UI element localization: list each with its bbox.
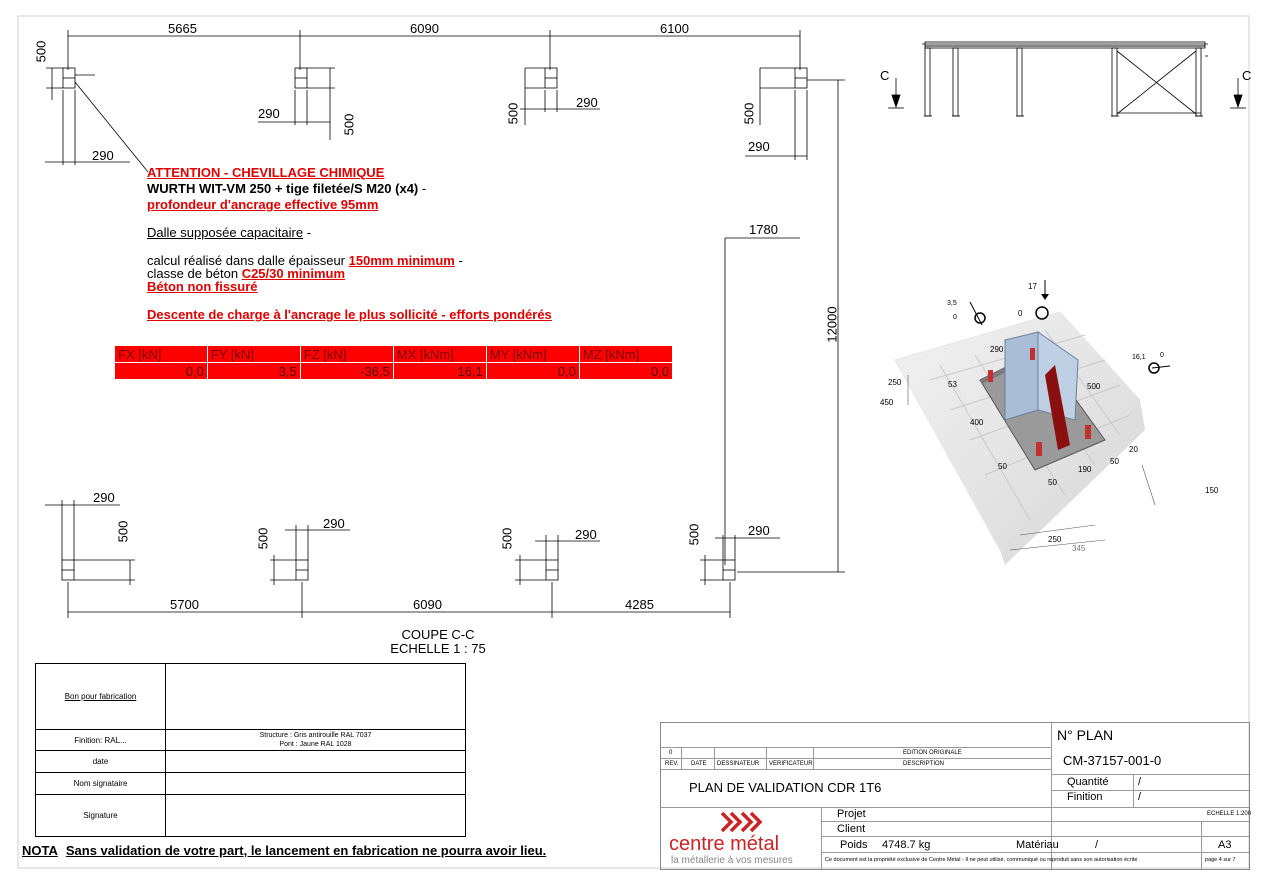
validation-row: [36, 773, 466, 795]
iso-label: 250: [888, 378, 902, 387]
section-title: [358, 628, 518, 656]
loads-header-row: [115, 346, 673, 363]
dim-plate-width: 290: [323, 516, 345, 531]
dim-plate-width: 290: [93, 490, 115, 505]
iso-anchor-view: [870, 270, 1230, 570]
dim-bottom-3: 4285: [625, 597, 654, 612]
dim-plate-width: 290: [258, 106, 280, 121]
note-attention: ATTENTION - CHEVILLAGE CHIMIQUE: [147, 165, 385, 180]
loads-header: MY [kNm]: [486, 346, 579, 363]
dim-plate-width: 290: [748, 139, 770, 154]
note-profondeur: profondeur d'ancrage effective 95mm: [147, 197, 379, 212]
rev-header: VERIFICATEUR: [769, 761, 813, 767]
iso-label: 50: [1110, 457, 1119, 466]
quantite-label: Quantité: [1067, 776, 1109, 788]
dim-plate-height: 500: [33, 40, 49, 63]
validation-value[interactable]: [166, 664, 466, 730]
iso-label: 0: [1160, 352, 1164, 359]
validation-label: Finition: RAL...: [36, 730, 166, 751]
note-beton: Béton non fissuré: [147, 279, 258, 294]
echelle: ECHELLE 1:200: [1207, 811, 1252, 817]
projet-label: Projet: [837, 808, 866, 820]
loads-table: [114, 345, 673, 380]
iso-label: 500: [1087, 382, 1101, 391]
dim-plate-height: 500: [741, 102, 757, 125]
loads-value-row: [115, 363, 673, 380]
loads-header: MZ [kNm]: [579, 346, 672, 363]
dim-top-1: 5665: [168, 21, 197, 36]
loads-value: 3,5: [207, 363, 300, 380]
section-name: COUPE C-C: [401, 627, 475, 642]
centre-metal-logo-icon: [718, 809, 764, 835]
validation-row: [36, 730, 466, 751]
loads-value: 0,0: [115, 363, 208, 380]
note-dash: -: [303, 225, 312, 240]
rev-header: DATE: [691, 761, 707, 767]
note-calcul: calcul réalisé dans dalle épaisseur: [147, 253, 349, 268]
dim-offset: 1780: [749, 222, 778, 237]
note-descente: Descente de charge à l'ancrage le plus sollicité - efforts pondérés: [147, 307, 552, 322]
dim-plate-height: 500: [255, 527, 271, 550]
iso-label: 20: [1129, 445, 1138, 454]
loads-value: 0,0: [486, 363, 579, 380]
validation-value[interactable]: [166, 773, 466, 795]
dim-plate-height: 500: [499, 527, 515, 550]
quantite-value: /: [1138, 776, 1142, 788]
dim-bottom-1: 5700: [170, 597, 199, 612]
note-calcul-value: 150mm minimum: [348, 253, 455, 268]
loads-value: -36,5: [300, 363, 393, 380]
validation-row: [36, 795, 466, 837]
iso-label: 250: [1048, 535, 1062, 544]
validation-row: [36, 751, 466, 773]
title-block: [660, 722, 1250, 870]
validation-row: [36, 664, 466, 730]
iso-label: 190: [1078, 465, 1092, 474]
validation-label: date: [36, 751, 166, 773]
iso-label: 150: [1205, 486, 1219, 495]
section-marker-right: C: [1242, 68, 1252, 83]
iso-label: 290: [990, 345, 1004, 354]
anchoring-notes: [147, 165, 552, 323]
rev-edition: EDITION ORIGINALE: [903, 750, 962, 756]
note-dash: -: [418, 181, 427, 196]
logo-name: centre métal: [669, 833, 780, 855]
loads-value: 0,0: [579, 363, 672, 380]
loads-header: FX [kN]: [115, 346, 208, 363]
dim-bottom-2: 6090: [413, 597, 442, 612]
note-classe-value: C25/30 minimum: [241, 266, 346, 281]
loads-value: 16,1: [393, 363, 486, 380]
note-dalle: Dalle supposée capacitaire: [147, 225, 304, 240]
nota-line: [22, 843, 546, 858]
validation-value[interactable]: [166, 795, 466, 837]
note-classe: classe de béton: [147, 266, 242, 281]
elevation-view: [870, 30, 1250, 130]
poids-label: Poids: [840, 839, 868, 851]
plan-label: N° PLAN: [1057, 727, 1114, 743]
dim-total-height: 12000: [824, 306, 840, 343]
dim-plate-width: 290: [748, 523, 770, 538]
section-scale: ECHELLE 1 : 75: [390, 641, 486, 656]
page-number: page 4 sur 7: [1205, 857, 1236, 863]
rev-number: 0: [669, 750, 673, 756]
dim-plate-height: 500: [341, 113, 357, 136]
finish-structure: Structure : Gris antirouille RAL 7037: [259, 732, 372, 739]
validation-label: Signature: [36, 795, 166, 837]
loads-header: FZ [kN]: [300, 346, 393, 363]
validation-table: [35, 663, 466, 837]
iso-label: 3,5: [947, 300, 957, 307]
drawing-title: PLAN DE VALIDATION CDR 1T6: [689, 780, 882, 795]
dim-plate-height: 500: [686, 523, 702, 546]
dim-plate-width: 290: [92, 148, 114, 163]
iso-label: 450: [880, 398, 894, 407]
iso-label: 50: [998, 462, 1007, 471]
iso-label: 0: [953, 314, 957, 321]
note-wurth: WURTH WIT-VM 250 + tige filetée/S M20 (x4): [147, 181, 419, 196]
nota-label: NOTA: [22, 843, 58, 858]
iso-label: 50: [1048, 478, 1057, 487]
dim-plate-height: 500: [115, 520, 131, 543]
legal-notice: Ce document est la propriété exclusive de Centre Métal - Il ne peut utilisé, communiqué ou reproduit sans son autorisation écrite: [825, 857, 1138, 863]
format: A3: [1218, 839, 1232, 851]
poids-value: 4748.7 kg: [882, 839, 931, 851]
iso-label: 16,1: [1132, 354, 1146, 361]
iso-label: 17: [1028, 282, 1037, 291]
iso-label: 53: [948, 380, 957, 389]
logo-tagline: la métallerie à vos mesures: [671, 855, 793, 866]
validation-label: Nom signataire: [36, 773, 166, 795]
iso-label: 345: [1072, 544, 1086, 553]
section-marker-left: C: [880, 68, 890, 83]
rev-header: REV.: [665, 761, 679, 767]
finition-label: Finition: [1067, 791, 1103, 803]
validation-label: Bon pour fabrication: [36, 664, 166, 730]
nota-text: Sans validation de votre part, le lancement en fabrication ne pourra avoir lieu.: [65, 843, 547, 858]
dim-plate-width: 290: [576, 95, 598, 110]
iso-label: 400: [970, 418, 984, 427]
plan-number: CM-37157-001-0: [1063, 753, 1162, 768]
client-label: Client: [837, 823, 866, 835]
dim-top-2: 6090: [410, 21, 439, 36]
validation-finish: [166, 730, 466, 751]
rev-header: DESCRIPTION: [903, 761, 945, 767]
note-dash: -: [454, 253, 463, 268]
finition-value: /: [1138, 791, 1142, 803]
iso-label: 0: [1018, 309, 1023, 318]
rev-header: DESSINATEUR: [717, 761, 760, 767]
dim-plate-width: 290: [575, 527, 597, 542]
dim-plate-height: 500: [505, 102, 521, 125]
finish-pont: Pont : Jaune RAL 1028: [279, 741, 352, 748]
loads-header: FY [kN]: [207, 346, 300, 363]
validation-value[interactable]: [166, 751, 466, 773]
materiau-value: /: [1095, 839, 1099, 851]
loads-header: MX [kNm]: [393, 346, 486, 363]
dim-top-3: 6100: [660, 21, 689, 36]
materiau-label: Matériau: [1016, 839, 1059, 851]
